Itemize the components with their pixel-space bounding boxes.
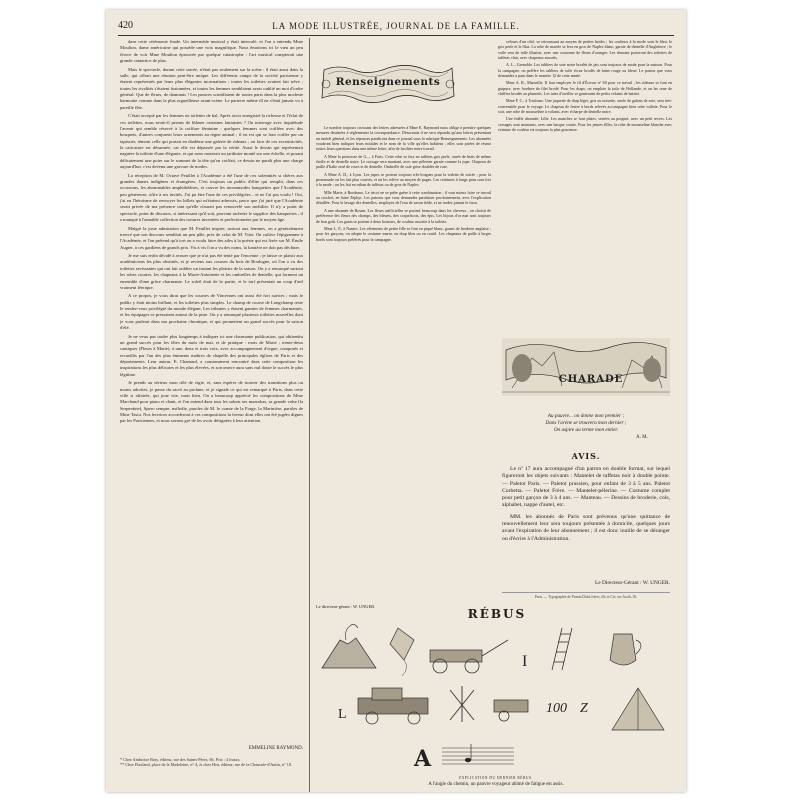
- header-rule: [118, 35, 674, 36]
- rebus-letter-l: L: [338, 707, 347, 722]
- chronicle-paragraph: Je me suis enfin décidé à avouer que je n'ai pas été tenté par l'enceinte ; je laisse ce plaisir aux académiciens les plus obstinés, et je reviens aux courses du bois de Boulogne, où l'on a vu des toilettes ravissantes qui ont fait oublier un instant les plaisirs de la saison. On y a remarqué surtout les robes courtes, les chapeaux à la Marie-Antoinette et les ombrelles de dentelle, qui forment un ensemble d'une grâce charmante. Le soleil était de la partie, et le turf présentait un coup d'œil vraiment féerique.: [120, 253, 303, 290]
- chronicle-paragraph: Mais le spectacle, durant cette soirée, n'était pas seulement sur la scène : il était aussi dans la salle, qui offrait une réunion peut-être unique. Les différents camps de la société parisienne y étaient représentés par leurs plus élégantes incarnations ; toutes les toilettes avaient fait trêve ; toutes les rivalités s'étaient fusionnées, et toutes les femmes semblaient avoir oublié un mot d'ordre général. Que de fleurs, de diamants ! Les parures scintillaient de toutes parts dans la plus modeste harmonie comme dans la plus orgueilleuse avant-scène. Le parterre même ill ne s'était jamais vu à pareille fête.: [120, 66, 303, 110]
- journal-title: LA MODE ILLUSTRÉE, JOURNAL DE LA FAMILLE.: [272, 21, 520, 31]
- newspaper-page: [106, 10, 686, 792]
- renseignements-column: [316, 125, 491, 603]
- rebus-letter-a: A: [414, 746, 432, 772]
- tent-drawing: [612, 688, 664, 730]
- chronicle-paragraph: Malgré la juste admiration que M. Feuillet inspire, surtout aux femmes, on a généralement trouvé que son discours semblait un peu pâle, près de celui de M. Vitet. On cultive l'épigramme à l'Académie, et l'on prétend qu'à tort on a voulu faire des ailes à la poésie qui est fixée sur M. Émile Augier, à ces gardiens de grands prix. Vis à vis l'on a vu des noms, la lumière ne doit pas décliner.: [120, 225, 303, 250]
- chronicle-signature: EMMELINE RAYMOND.: [248, 746, 303, 751]
- column-divider: [309, 38, 310, 792]
- volcano-drawing: [322, 624, 376, 668]
- charade-title: CHARADE: [558, 374, 624, 385]
- barrel-drawing: [494, 700, 528, 721]
- rebus-letter-i: I: [522, 653, 528, 670]
- footnotes: [120, 757, 303, 768]
- page-number: 420: [118, 20, 133, 31]
- ladder-drawing: [552, 628, 572, 670]
- kite-drawing: [390, 628, 414, 676]
- renseignements-title: Renseignements: [335, 76, 441, 88]
- renseignements-paragraph: Mme L. P., à Nantes. Les vêtements de petite fille se font en piqué blanc, garnis de broderie anglaise ; pour les garçons, on adopte le costume marin, en drap bleu ou en coutil. Les chapeaux de paille à larges bords sont toujours préférés pour la campagne.: [316, 225, 491, 242]
- charade-illustration: [502, 338, 670, 396]
- rebus-solution-text: A l'angle du chemin, un pauvre voyageur abimé de fatigue est assis.: [428, 782, 564, 787]
- cart-drawing: [430, 640, 508, 673]
- right-paragraph: Une fidèle abonnée, Lille. Les manches se font plates, serrées au poignet, avec un petit revers. Les corsages sont montants, avec une basque courte. Pour les jeunes filles, la robe de mousseline blanche avec ceinture de couleur est toujours la plus gracieuse.: [498, 116, 672, 133]
- printer-imprint: Paris. — Typographie de Firmin Didot frères, fils et Cie, rue Jacob, 56.: [502, 592, 670, 599]
- chronicle-column: [120, 39, 303, 774]
- footnote: ** Chez Flaxland, place de la Madeleine, n° 4, et chez Heu, éditeur, rue de la Chaussée-d'Antin, n° 10.: [120, 762, 292, 768]
- rebus-number-100: 100: [546, 701, 567, 716]
- charade-signature: A. M.: [636, 435, 648, 440]
- right-paragraph: Mme F. C., à Toulouse. Une jaquette de drap léger, gris ou noisette, ornée de galons de soie, sera très-convenable pour le voyage. Le chapeau de feutre à bords relevés accompagne bien cette toilette. Pour le soir, une robe de mousseline à volants, avec écharpe de dentelle noire.: [498, 98, 672, 115]
- rebus-solution-label: EXPLICATION DU DERNIER RÉBUS.: [459, 776, 533, 780]
- avis-title: AVIS.: [571, 451, 601, 461]
- page-header: [118, 20, 674, 34]
- carriage-drawing: [358, 688, 428, 724]
- avis-paragraph: Le nº 17 aura accompagné d'un patron en double format, sur lequel figureront les objets suivants : Mantelet de taffetas noir à double pointe. — Paletot Paris. — Paletot prussien, pour enfant de 3 à 5 ans. Paletot Corbetta. — Paletot Frère. — Mantelet-pèlerine. — Costume complet pour petit garçon de 3 à 4 ans. — Manteau. — Dessins de broderie, cols, alphabet, nappe d'autel, etc.: [502, 466, 670, 509]
- footnote: * Chez Ambroise Bray, éditeur, rue des Saints-Pères, 66. Prix : 4 francs.: [120, 757, 241, 762]
- chronicle-paragraph: Je prends au sérieux mon rôle de vigie, et, sans espérer de trouver des transitions plus ou moins adroites, je passe du sacré au profane, et je signale ce qui est remarqué à Paris, dans cette ville si affairée, qui joue vite, mais bien. On a beaucoup apprécié les compositions de Mme Marchand pour piano et chant, et l'on entend dans tous les salons ses mazurkas, sa grande valse (la Serpentine), Spero sempre, mélodie, paroles de M. le comte de la Forge, la Marinière, paroles de Mme Tastu. Nos lectrices accorderont à ces compositions la faveur dont elles ont été jugées dignes par les Parisiennes, et nous savons gré de les avoir désignées à leur attention.: [120, 380, 303, 424]
- charade-line: On aspire au terme mon entier.: [553, 427, 619, 433]
- chronicle-paragraph: La réception de M. Octave Feuillet à l'Académie a été l'une de ces solennités si chères aux grandes dames indigènes et étrangères. C'est toujours un public d'élite qui remplit, dans ces occasions, les abominables amphithéâtres, et couvre les incommodes banquettes que l'Académie, peu généreuse, offre à ses invités. J'ai pu être l'une de ces privilégiées... et ne l'ai pas voulu ! Oui, j'ai eu l'héroïsme de renvoyer les billets qui m'étaient adressés, parce que j'ai juré que l'Académie serait privée de ma présence tant qu'elle n'aurait pas renouvelé son mobilier. Il n'y a point de spectacle, point de discours, si intéressant qu'il soit, pouvant racheter le supplice des banquettes ; il a manqué à l'aimable collection des tortures inventées et perfectionnées par le moyen âge.: [120, 172, 303, 223]
- right-column-text: [498, 39, 672, 336]
- renseignements-paragraph: A Mme la princesse de G..., à Paris. Cette robe se fera en taffetas gris perle, ornée de biais de même étoffe et de dentelle noire. Le corsage sera montant, avec une pèlerine garnie comme la jupe. Chapeau de paille d'Italie orné de roses et de dentelle. Ombrelle de soie grise doublée de rose.: [316, 153, 491, 170]
- renseignements-paragraph: Le nombre toujours croissant des lettres adressées à Mme E. Raymond nous oblige à prendre quelques mesures destinées à réglementer la correspondance. Désormais il ne sera répondu qu'aux lettres présentant un intérêt général, et les réponses paraîtront dans ce journal sous la rubrique Renseignements. Les abonnées voudront bien indiquer leurs initiales et le nom de la ville qu'elles habitent ; elles sont priées de réunir toutes leurs questions dans une même lettre, afin de faciliter notre travail.: [316, 125, 491, 152]
- right-paragraph: velours d'un côté, se retroussant au moyen de petites brides ; les couleurs à la mode sont le bleu, le gris perle et le lilas. La robe de mariée se fera en gros de Naples blanc, garnie de dentelle d'Angleterre ; le voile sera de tulle illusion, avec une couronne de fleurs d'oranger. Les témoins porteront des toilettes de taffetas clair, avec chapeaux assortis.: [498, 39, 672, 61]
- rebus-illustration: [318, 620, 674, 774]
- chronicle-paragraph: dans cette cérémonie finale. Un intermède musical y était intercalé, et l'on a entendu Mme Moulton, dame américaine qui possède une voix magnifique. Nous émotions ici le vœu un peu féroce de voir Mme Moulton éprouvée par quelque catastrophe : l'art musical compterait une grande cantatrice de plus.: [120, 39, 303, 64]
- charade-verse: [502, 413, 670, 434]
- rebus-letter-z: Z: [580, 701, 588, 716]
- chronicle-paragraph: C'était accepté par les femmes en toilettes de bal. Après avoir enregistré la richesse et l'éclat de ces toilettes, nous serait-il permis de blâmer certaines fantaisies ? On interroge avec inquiétude l'avenir qui semble réservé à la coiffure féminine : quelques femmes sont coiffées avec des bosquets, d'autres conjurent leurs ornements au règne animal ; il en est qui se font coiffer par un tapissier, témoin celle qui portait en diadème une galerie de rideaux ; on face de ces excentricités, la caricature est désarmée, car elle est dépassée par la vérité. Aussi le dessin qui représentait naguère la toilette d'une élégante, et qui nous montrait un jardinier monté sur une échelle, et posant délicatement une poire sur le sommet de la tête qu'on coiffait, ce dessin ne paraît plus une charge aujourd'hui, c'est devenu une gravure de modes.: [120, 113, 303, 170]
- renseignements-paragraph: Mlle Marie, à Bordeaux. Le tricot ne se prête guère à cette combinaison ; il vaut mieux faire ce travail au crochet, en laine Zéphyr. Les patrons que vous demandez paraîtront prochainement, avec l'explication détaillée. Pour le lavage des dentelles, employez de l'eau de savon tiède, et ne tordez jamais le tissu.: [316, 189, 491, 206]
- chronicle-paragraph: A ce propos, je vous dirai que les courses de Vincennes ont aussi été fort suivies ; mais le public y était moins brillant, et les toilettes plus simples. Le champ de course de Longchamp reste le rendez-vous privilégié du monde élégant. Les tribunes y étaient garnies de femmes charmantes, et les équipages se pressaient autour de la piste. On y a remarqué plusieurs toilettes nouvelles dont je vous parlerai dans ma prochaine chronique, et qui promettent un grand succès pour la saison d'été.: [120, 293, 303, 331]
- renseignements-paragraph: A Mme A. D., à Lyon. Les jupes se portent toujours très-longues pour la toilette de soirée ; pour la promenade on les fait plus courtes, et on les relève au moyen de pages. Les ceintures à longs pans sont fort à la mode ; on les fait en ruban de taffetas ou de gros de Naples.: [316, 171, 491, 188]
- renseignements-paragraph: A une abonnée de Rouen. Les fleurs artificielles se portent beaucoup dans les cheveux ; on choisit de préférence des fleurs des champs, des bleuets, des coquelicots, des épis. Les bijoux d'or mat sont toujours de bon goût. Les gants se portent à deux boutons, de couleur assortie à la toilette.: [316, 207, 491, 224]
- avis-paragraph: MM. les abonnés de Paris sont prévenus qu'une quittance de renouvellement leur sera toujours présentée à domicile, quelques jours avant l'expiration de leur abonnement ; il est donc inutile de se déranger ou d'écrire à l'Administration.: [502, 513, 670, 542]
- charade-line: Dans l'arène se trouvera mon dernier ;: [545, 420, 627, 426]
- pitcher-drawing: [610, 634, 641, 665]
- right-paragraph: Mme A. B., Marseille. Il faut employer le fil d'Écosse n° 60 pour ce travail ; les rideaux se font en guipure, avec bordure de filet brodé. Pour les draps, on emploie la toile de Hollande, et on les orne de chiffres brodés au plumetis. Les taies d'oreiller se garnissent de petits volants de batiste.: [498, 80, 672, 97]
- renseignements-gerant: Le directeur-gérant : W. UNGER.: [316, 604, 376, 609]
- rebus-title: RÉBUS: [467, 607, 527, 621]
- avis-body: [502, 466, 670, 547]
- chronicle-paragraph: Je ne veux pas tarder plus longtemps à indiquer ici une charmante publication, qui obtiendra un grand succès pour les fêtes du mois de mai, et de pratique : mois de Marie ; trente-deux cantiques (Fleurs à Marie), à une, deux et trois voix, avec accompagnement d'orgue, composés et recueillis par l'un des plus éminents maîtres de chapelle des principales églises de Paris et des départements. Leur auteur, E. Chamard, a constamment rencontré dans cette composition les inspirations les plus délicates et les plus élevées, et son œuvre aura sans nul doute le succès le plus légitime.: [120, 333, 303, 377]
- music-staff-drawing: [442, 744, 514, 764]
- charade-line: Au pauvre... on donne mon premier ;: [547, 413, 625, 419]
- right-paragraph: A. L., Grenoble. Les tabliers de soie noire brodés de jais sont toujours de mode pour la maison. Pour la campagne, on préfère les tabliers de toile écrue brodés de laine rouge ou bleue. Le patron que vous demandez a paru dans le numéro 12 de cette année.: [498, 62, 672, 79]
- avis-gerant: Le Directeur-Gérant : W. UNGER.: [594, 580, 670, 586]
- sticks-drawing: [450, 686, 474, 722]
